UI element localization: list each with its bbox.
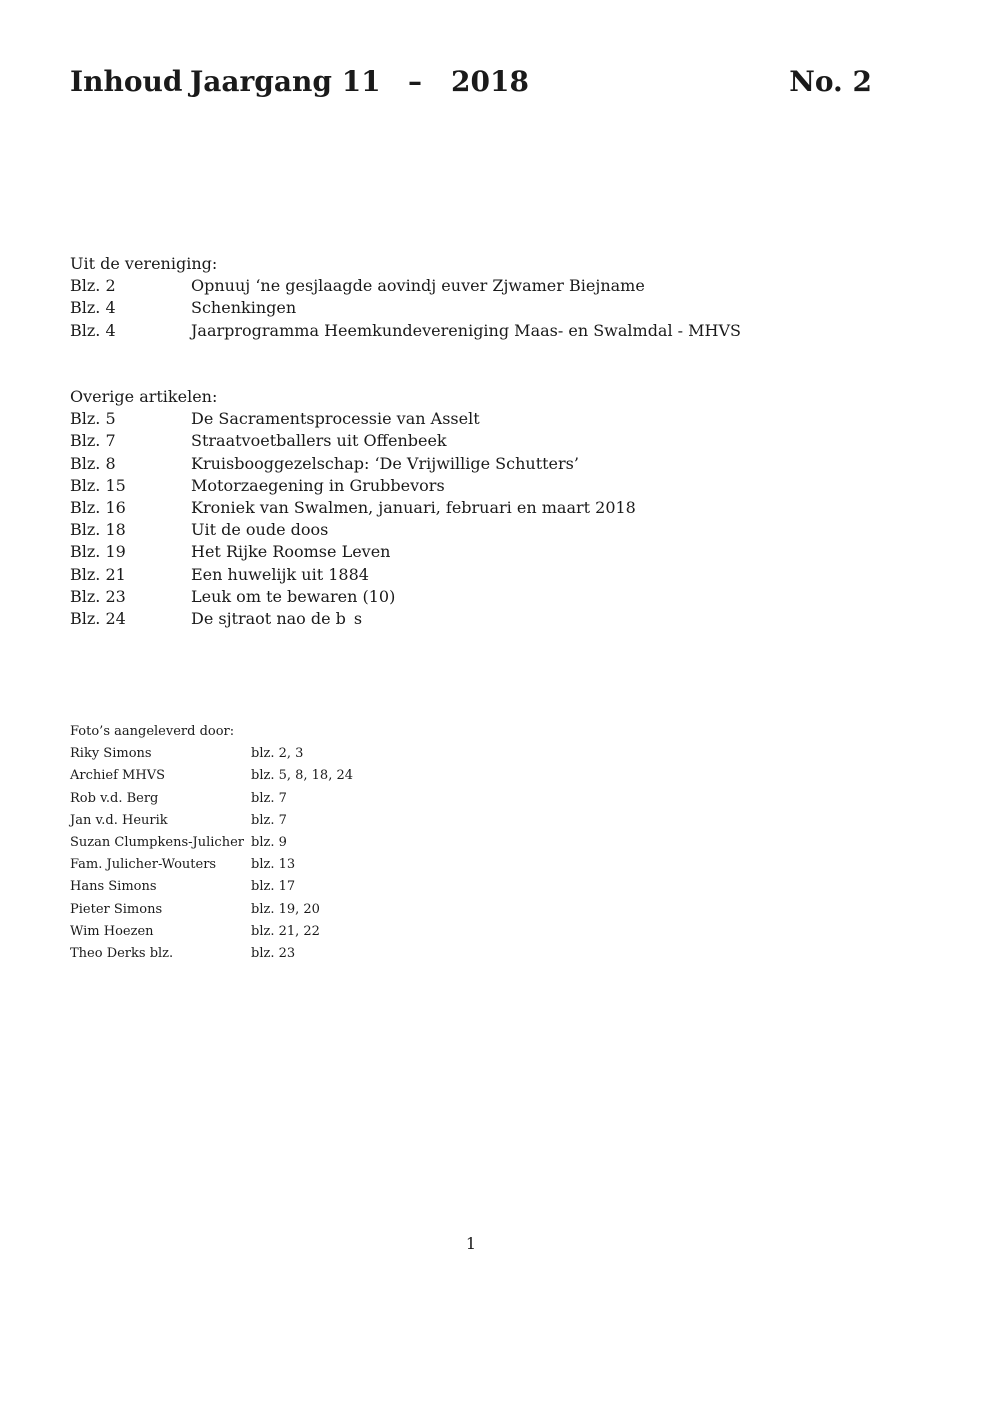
toc-row (70, 453, 579, 475)
credit-row (70, 854, 296, 876)
credit-name: Hans Simons (70, 879, 157, 895)
toc-title: De Sacramentsprocessie van Asselt (191, 409, 480, 429)
header-inhoud: Inhoud (70, 65, 183, 98)
header-issue-number: No. 2 (789, 65, 872, 98)
toc-page: Blz. 7 (70, 431, 116, 451)
credit-name: Suzan Clumpkens-Julicher (70, 834, 244, 850)
section-heading: Uit de vereniging: (70, 254, 218, 273)
toc-page: Blz. 5 (70, 409, 116, 429)
toc-row (70, 297, 297, 319)
credit-pages: blz. 7 (251, 812, 287, 828)
toc-title: Jaarprogramma Heemkundevereniging Maas- en Swalmdal - MHVS (191, 320, 742, 340)
page-number: 1 (465, 1234, 477, 1253)
toc-title: Kruisbooggezelschap: ‘De Vrijwillige Schutters’ (191, 453, 579, 473)
toc-row (70, 408, 480, 430)
toc-page: Blz. 4 (70, 320, 116, 340)
toc-title: Een huwelijk uit 1884 (191, 564, 369, 584)
toc-title: Schenkingen (191, 298, 297, 318)
credit-pages: blz. 19, 20 (251, 901, 320, 917)
toc-page: Blz. 23 (70, 586, 126, 606)
credit-pages: blz. 21, 22 (251, 923, 320, 939)
header-jaargang: Jaargang 11 (190, 65, 381, 98)
toc-page: Blz. 2 (70, 276, 116, 296)
toc-page: Blz. 24 (70, 608, 126, 628)
credit-name: Pieter Simons (70, 901, 163, 917)
toc-page: Blz. 19 (70, 542, 126, 562)
credit-row (70, 810, 287, 832)
toc-row (70, 586, 396, 608)
toc-row (70, 608, 363, 630)
credit-row (70, 899, 320, 921)
credit-name: Jan v.d. Heurik (70, 812, 168, 828)
credit-row (70, 943, 296, 965)
toc-title: De sjtraot nao de b s (191, 608, 363, 628)
credit-row (70, 876, 296, 898)
credit-name: Rob v.d. Berg (70, 790, 159, 806)
credit-row (70, 921, 320, 943)
toc-row (70, 320, 742, 342)
credit-row (70, 832, 287, 854)
credit-name: Wim Hoezen (70, 923, 154, 939)
toc-row (70, 497, 636, 519)
toc-title: Kroniek van Swalmen, januari, februari en maart 2018 (191, 497, 636, 517)
credit-name: Riky Simons (70, 746, 152, 762)
toc-row (70, 430, 447, 452)
toc-title: Opnuuj ‘ne gesjlaagde aovindj euver Zjwamer Biejname (191, 276, 645, 296)
credit-pages: blz. 7 (251, 790, 287, 806)
toc-page: Blz. 16 (70, 497, 126, 517)
credit-name: Theo Derks blz. (70, 945, 174, 961)
toc-title: Straatvoetballers uit Offenbeek (191, 431, 447, 451)
toc-title: Het Rijke Roomse Leven (191, 542, 391, 562)
credit-row (70, 765, 354, 787)
toc-page: Blz. 21 (70, 564, 126, 584)
toc-title: Motorzaegening in Grubbevors (191, 475, 445, 495)
header-year: 2018 (451, 65, 529, 98)
credit-pages: blz. 2, 3 (251, 746, 304, 762)
header-dash: – (408, 65, 422, 98)
toc-page: Blz. 18 (70, 520, 126, 540)
toc-title: Uit de oude doos (191, 520, 329, 540)
credit-pages: blz. 23 (251, 945, 296, 961)
credit-pages: blz. 9 (251, 834, 287, 850)
page-header (70, 62, 880, 106)
toc-page: Blz. 4 (70, 298, 116, 318)
toc-page: Blz. 15 (70, 475, 126, 495)
credit-name: Archief MHVS (70, 768, 165, 784)
section-heading: Overige artikelen: (70, 387, 218, 406)
toc-title: Leuk om te bewaren (10) (191, 586, 396, 606)
toc-row (70, 541, 391, 563)
credit-row (70, 788, 287, 810)
credit-name: Fam. Julicher-Wouters (70, 857, 217, 873)
photo-credits (70, 721, 354, 965)
credit-pages: blz. 13 (251, 857, 296, 873)
credit-row (70, 743, 304, 765)
toc-row (70, 564, 369, 586)
toc-row (70, 475, 445, 497)
credit-pages: blz. 5, 8, 18, 24 (251, 768, 354, 784)
toc-row (70, 519, 329, 541)
credits-heading: Foto’s aangeleverd door: (70, 724, 235, 739)
section-vereniging (70, 253, 742, 342)
toc-row (70, 275, 645, 297)
credit-pages: blz. 17 (251, 879, 296, 895)
section-overige (70, 386, 636, 630)
toc-page: Blz. 8 (70, 453, 116, 473)
